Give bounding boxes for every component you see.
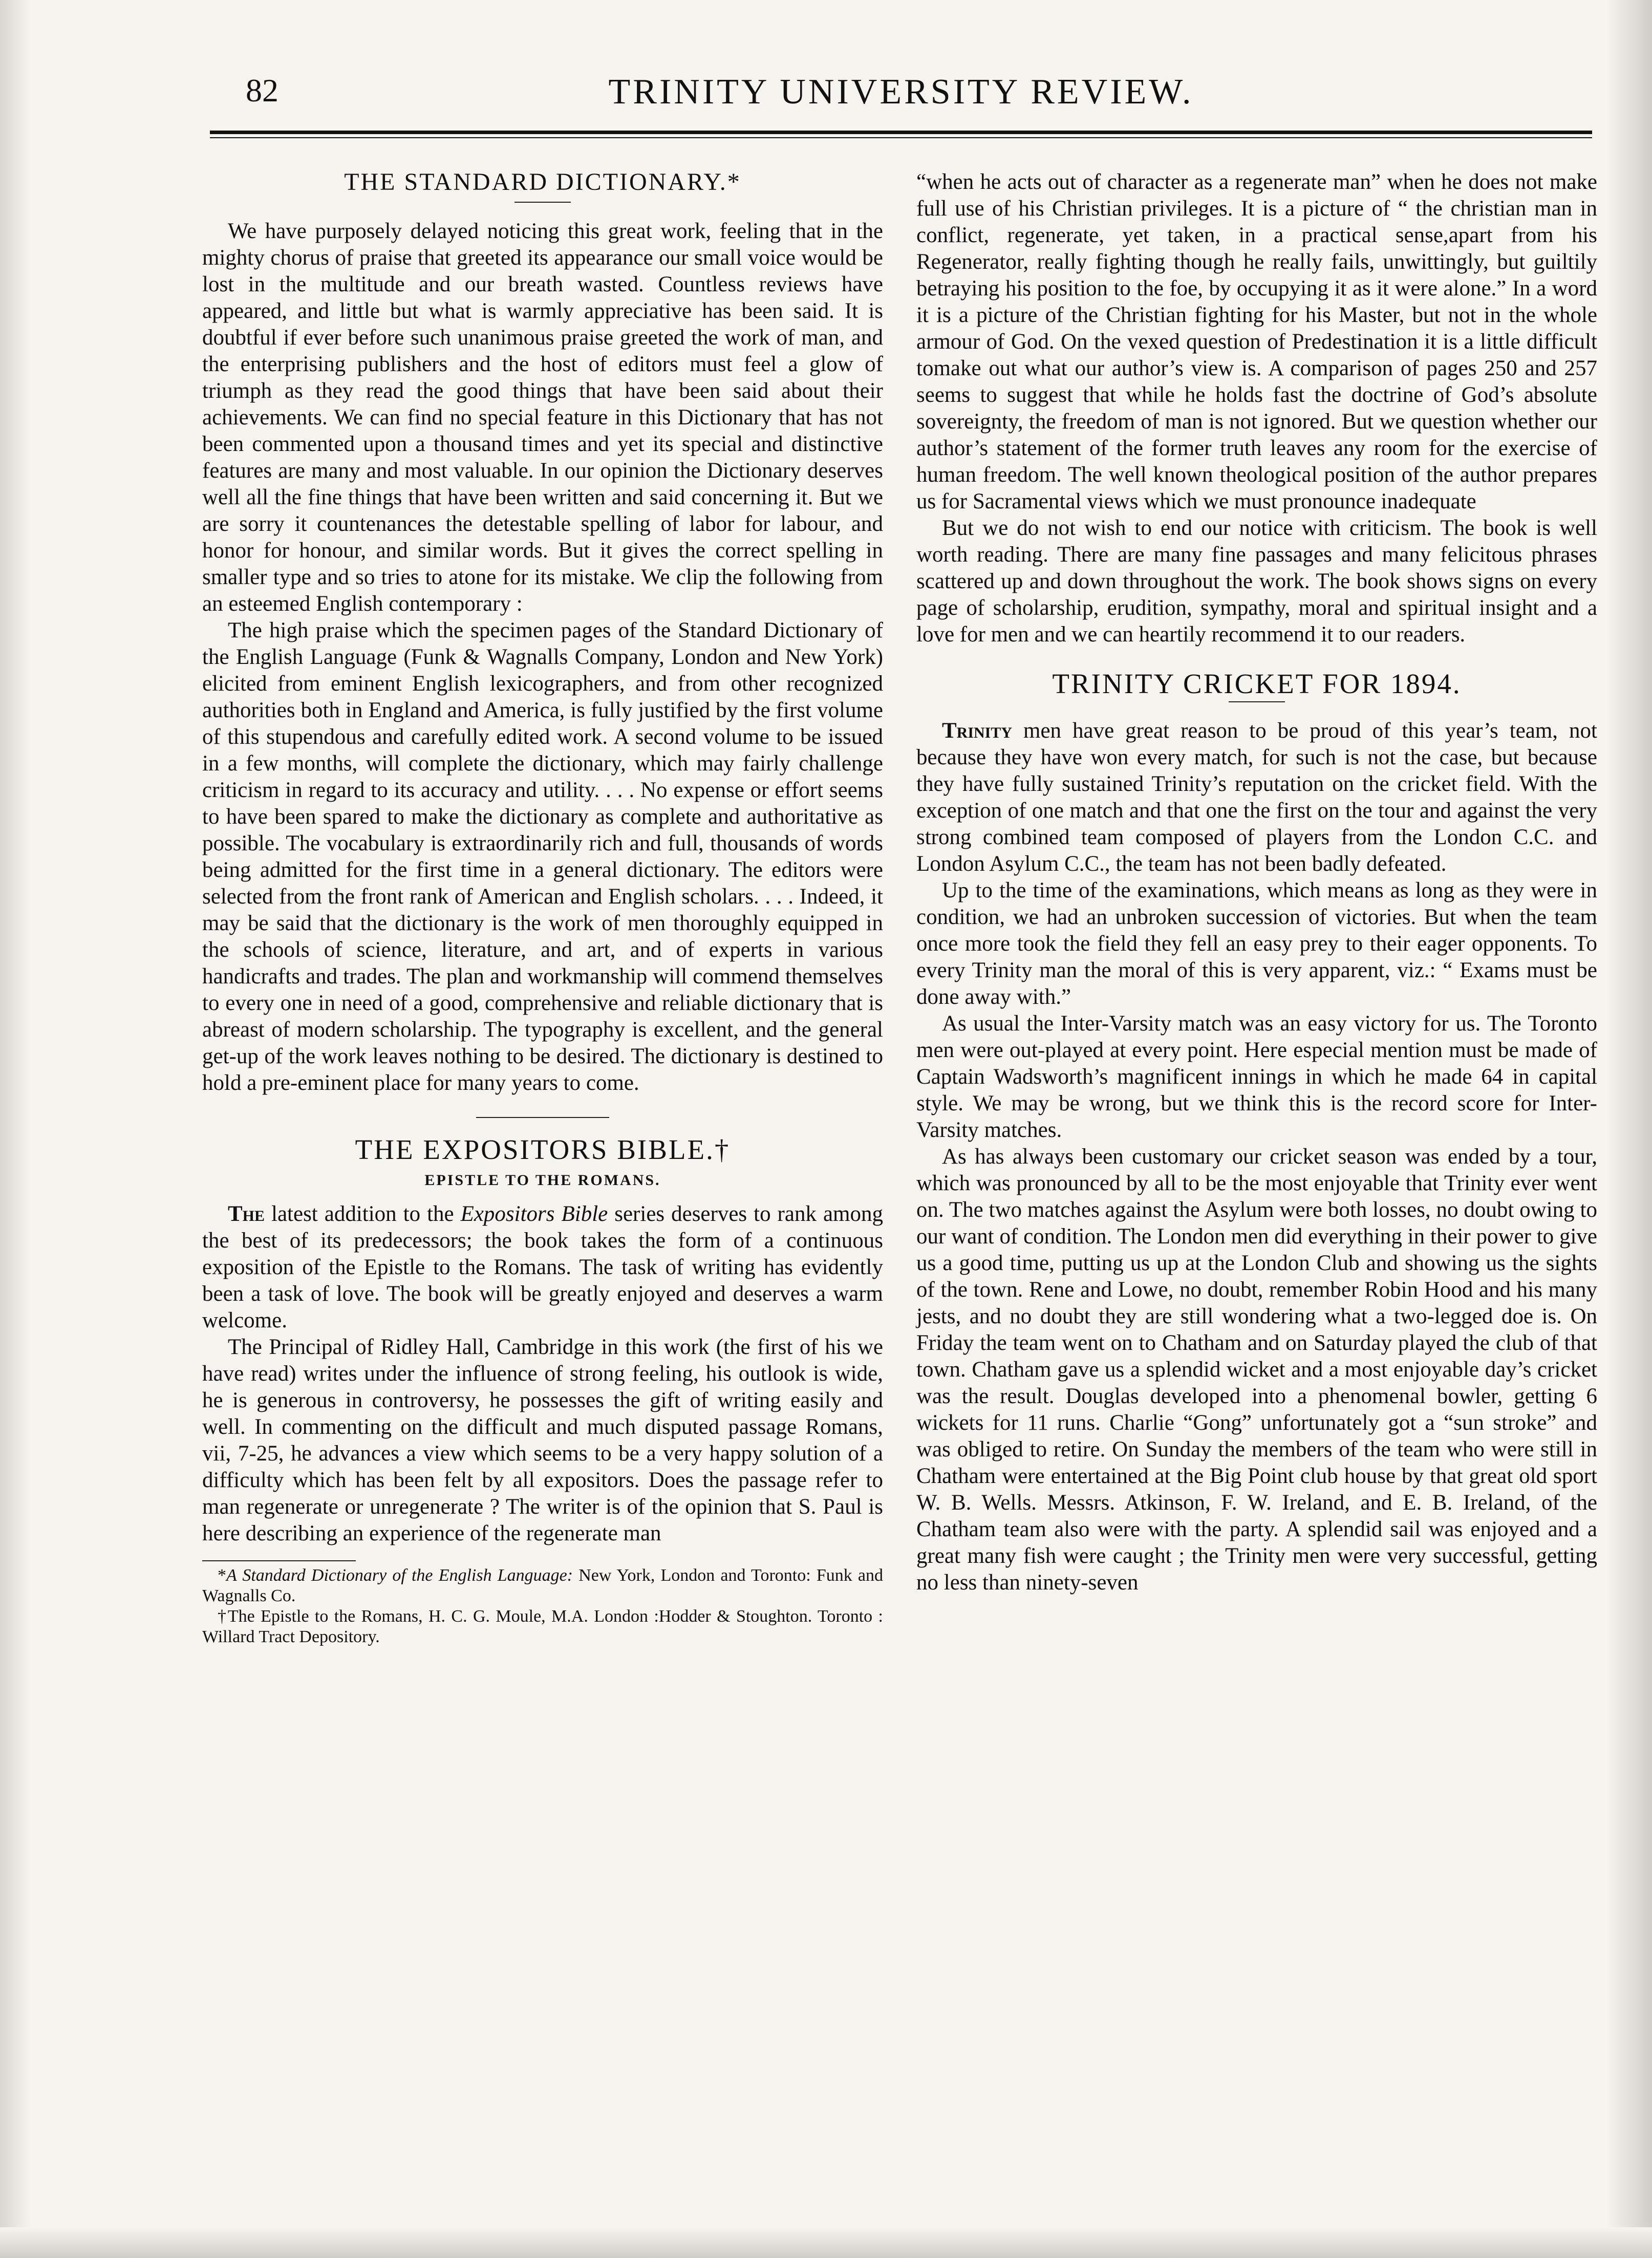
paragraph: “when he acts out of character as a regenerate man” when he does not make full use of his Christian privileges. It is a picture of “ the christian man in conflict, regenerate, yet taken, in a practical sense,apart from his Regenerator, really fighting though he really fails, unwittingly, but guiltily betraying his position to the foe, by occupying it as it were alone.” In a word it is a picture of the Christian fighting for his Master, but not in the whole armour of God. On the vexed question of Predestination it is a little difficult tomake out what our author’s view is. A comparison of pages 250 and 257 seems to suggest that while he holds fast the doctrine of God’s absolute sovereignty, the freedom of man is not ignored. But we question whether our author’s statement of the former truth leaves any room for the exercise of human freedom. The well known theological position of the author prepares us for Sacramental views which we must pronounce inadequate xyxy=(916,170,1597,513)
footnote-mark: * xyxy=(218,1566,226,1585)
footnote-rule xyxy=(202,1560,356,1561)
page-header xyxy=(205,72,1597,128)
page-number: 82 xyxy=(246,72,278,109)
section-title-cricket: TRINITY CRICKET FOR 1894. xyxy=(1052,668,1462,699)
lead-word: Trinity xyxy=(942,719,1013,743)
section-title-expositors-bible: THE EXPOSITORS BIBLE.† xyxy=(355,1134,731,1165)
right-column xyxy=(916,169,1597,1596)
section-title-standard-dictionary: THE STANDARD DICTIONARY.* xyxy=(344,168,741,196)
footnotes xyxy=(202,1560,883,1647)
footnote-text: New York, London and Toronto: Funk and Wagnalls Co. xyxy=(202,1566,884,1605)
italic-title: Expositors Bible xyxy=(460,1202,608,1226)
paragraph: But we do not wish to end our notice with criticism. The book is well worth reading. There are many fine passages and many felicitous phrases scattered up and down throughout the work. The book shows signs on every page of scholarship, erudition, sympathy, moral and spiritual insight and a love for men and we can heartily recommend it to our readers. xyxy=(916,516,1597,647)
footnote xyxy=(202,1565,883,1606)
header-rule-thick xyxy=(210,131,1592,134)
paragraph: Up to the time of the examinations, which means as long as they were in condition, we had an unbroken succession of victories. But when the team once more took the field they fell an easy prey to their eager opponents. To every Trinity man the moral of this is very apparent, viz.: “ Exams must be done away with.” xyxy=(916,878,1597,1009)
header-rule-thin xyxy=(210,137,1592,138)
paragraph-text: latest addition to the xyxy=(265,1202,461,1226)
section-divider xyxy=(476,1117,609,1118)
running-title: TRINITY UNIVERSITY REVIEW. xyxy=(608,72,1194,112)
footnote-italic: A Standard Dictionary of the English Language: xyxy=(226,1566,573,1585)
page-right-edge xyxy=(1606,0,1652,2258)
paragraph: As usual the Inter-Varsity match was an easy victory for us. The Toronto men were out-played at every point. Here especial mention must be made of Captain Wadsworth’s magnificent innings in which he made 64 in capital style. We may be wrong, but we think this is the record score for Inter-Varsity matches. xyxy=(916,1012,1597,1142)
title-rule xyxy=(514,202,571,203)
paragraph xyxy=(916,718,1597,877)
page-bottom-edge xyxy=(0,2227,1652,2258)
paragraph-text: series deserves to rank among the best of its predecessors; the book takes the form of a continuous exposition of the Epistle to the Romans. The task of writing has evidently been a task of love. The book will be greatly enjoyed and deserves a warm welcome. xyxy=(202,1202,883,1332)
section-subtitle: EPISTLE TO THE ROMANS. xyxy=(424,1172,661,1189)
paragraph: The Principal of Ridley Hall, Cambridge in this work (the first of his we have read) writes under the influence of strong feeling, his outlook is wide, he is generous in controversy, he possesses the gift of writing easily and well. In commenting on the difficult and much disputed passage Romans, vii, 7-25, he advances a view which seems to be a very happy solution of a difficulty which has been felt by all expositors. Does the passage refer to man regenerate or unregenerate ? The writer is of the opinion that S. Paul is here describing an experience of the regenerate man xyxy=(202,1335,883,1545)
footnote: †The Epistle to the Romans, H. C. G. Moule, M.A. London :Hodder & Stoughton. Toronto : Willard Tract Depository. xyxy=(202,1607,883,1646)
paragraph xyxy=(202,1201,883,1334)
paragraph: We have purposely delayed noticing this great work, feeling that in the mighty chorus of praise that greeted its appearance our small voice would be lost in the multitude and our breath wasted. Countless reviews have appeared, and little but what is warmly appreciative has been said. It is doubtful if ever before such unanimous praise greeted the work of man, and the enterprising publishers and the host of editors must feel a glow of triumph as they read the good things that have been said about their achievements. We can find no special feature in this Dictionary that has not been commented upon a thousand times and yet its special and distinctive features are many and most valuable. In our opinion the Dictionary deserves well all the fine things that have been written and said concerning it. But we are sorry it countenances the detestable spelling of labor for labour, and honor for honour, and similar words. But it gives the correct spelling in smaller type and so tries to atone for its mistake. We clip the following from an esteemed English contemporary : xyxy=(202,219,883,616)
quoted-paragraph: The high praise which the specimen pages of the Standard Dictionary of the English Language (Funk & Wagnalls Company, London and New York) elicited from eminent English lexicographers, and from other recognized authorities both in England and America, is fully justified by the first volume of this stupendous and carefully edited work. A second volume to be issued in a few months, will complete the dictionary, which may fairly challenge criticism in regard to its accuracy and utility. . . . No expense or effort seems to have been spared to make the dictionary as complete and authoritative as possible. The vocabulary is extraordinarily rich and full, thousands of words being admitted for the first time in a general dictionary. The editors were selected from the front rank of American and English scholars. . . . Indeed, it may be said that the dictionary is the work of men thoroughly equipped in the schools of science, literature, and art, and of experts in various handicrafts and trades. The plan and workmanship will commend themselves to every one in need of a good, comprehensive and reliable dictionary that is abreast of modern scholarship. The typography is excellent, and the general get-up of the work leaves nothing to be desired. The dictionary is destined to hold a pre-eminent place for many years to come. xyxy=(202,618,883,1095)
paragraph: As has always been customary our cricket season was ended by a tour, which was pronounced by all to be the most enjoyable that Trinity ever went on. The two matches against the Asylum were both losses, no doubt owing to our want of condition. The London men did everything in their power to give us a good time, putting us up at the London Club and showing us the sights of the town. Rene and Lowe, no doubt, remember Robin Hood and his many jests, and no doubt they are still wondering what a two-legged doe is. On Friday the team went on to Chatham and on Saturday played the club of that town. Chatham gave us a splendid wicket and a most enjoyable day’s cricket was the result. Douglas developed into a phenomenal bowler, getting 6 wickets for 11 runs. Charlie “Gong” unfortunately got a “sun stroke” and was obliged to retire. On Sunday the members of the team who were still in Chatham were entertained at the Big Point club house by that great old sport W. B. Wells. Messrs. Atkinson, F. W. Ireland, and E. B. Ireland, of the Chatham team also were with the party. A splendid sail was enjoyed and a great many fish were caught ; the Trinity men were very successful, getting no less than ninety-seven xyxy=(916,1145,1597,1595)
paragraph-text: men have great reason to be proud of this year’s team, not because they have won every match, for such is not the case, but because they have fully sustained Trinity’s reputation on the cricket field. With the exception of one match and that one the first on the tour and against the very strong combined team composed of players from the London C.C. and London Asylum C.C., the team has not been badly defeated. xyxy=(916,719,1597,876)
lead-word: The xyxy=(228,1202,265,1226)
left-column xyxy=(202,169,883,1647)
page-left-edge xyxy=(0,0,31,2258)
title-rule xyxy=(1229,701,1285,702)
